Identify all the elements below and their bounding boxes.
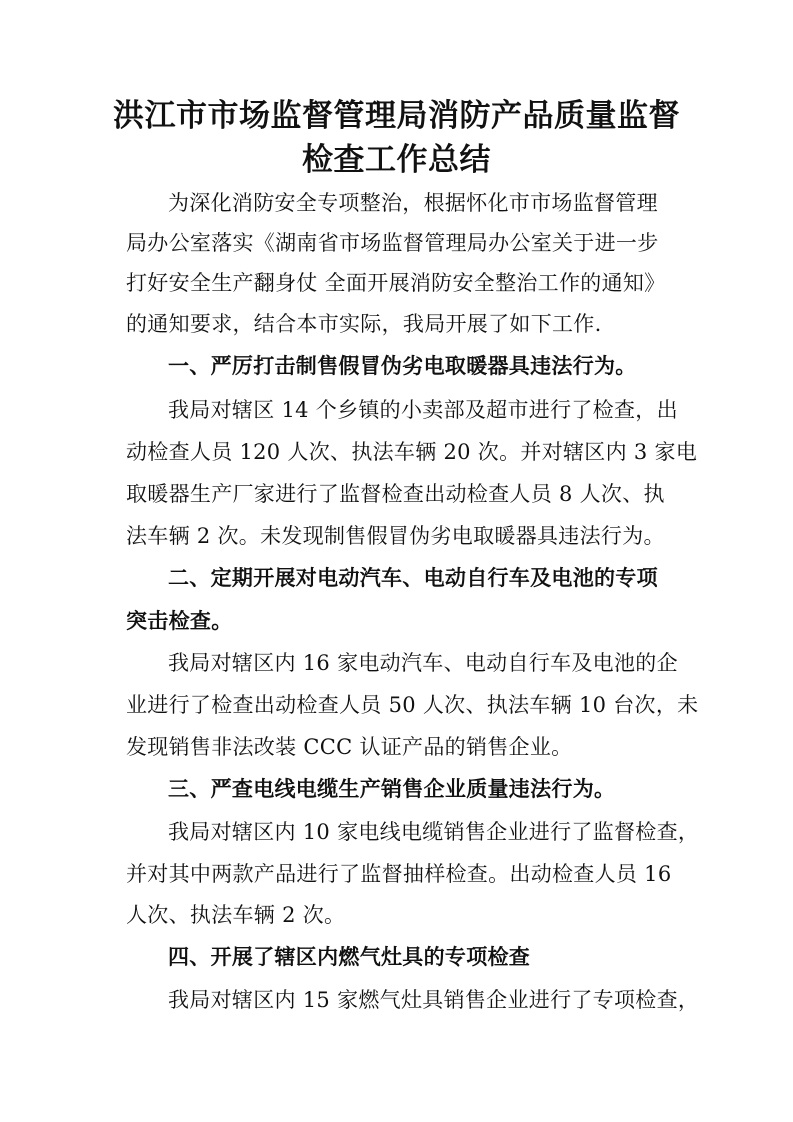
section-1-line-3: 取暖器生产厂家进行了监督检查出动检查人员 8 人次、执	[126, 482, 665, 506]
section-1-line-2: 动检查人员 120 人次、执法车辆 20 次。并对辖区内 3 家电	[126, 440, 698, 464]
section-3-line-1: 我局对辖区内 10 家电线电缆销售企业进行了监督检查，	[168, 820, 700, 844]
section-1-line-4: 法车辆 2 次。未发现制售假冒伪劣电取暖器具违法行为。	[126, 524, 665, 548]
intro-line-2: 局办公室落实《湖南省市场监督管理局办公室关于进一步	[126, 231, 659, 255]
section-2-line-2: 业进行了检查出动检查人员 50 人次、执法车辆 10 台次，未	[126, 693, 699, 717]
section-1-line-1: 我局对辖区 14 个乡镇的小卖部及超市进行了检查，出	[168, 398, 678, 422]
document-title-line-2: 检查工作总结	[302, 142, 491, 178]
section-2-line-3: 发现销售非法改装 CCC 认证产品的销售企业。	[126, 735, 573, 759]
section-3-heading: 三、严查电线电缆生产销售企业质量违法行为。	[168, 776, 616, 801]
document-title-line-1: 洪江市市场监督管理局消防产品质量监督	[113, 98, 680, 134]
intro-line-1: 为深化消防安全专项整治，根据怀化市市场监督管理	[168, 191, 658, 215]
intro-line-4: 的通知要求，结合本市实际，我局开展了如下工作.	[126, 312, 602, 336]
section-3-line-2: 并对其中两款产品进行了监督抽样检查。出动检查人员 16	[126, 862, 672, 886]
section-2-heading-line-1: 二、定期开展对电动汽车、电动自行车及电池的专项	[168, 565, 658, 590]
section-3-line-3: 人次、执法车辆 2 次。	[126, 903, 346, 927]
section-2-heading-line-2: 突击检查。	[126, 608, 233, 633]
section-4-line-1: 我局对辖区内 15 家燃气灶具销售企业进行了专项检查，	[168, 988, 700, 1012]
section-1-heading: 一、严厉打击制售假冒伪劣电取暖器具违法行为。	[168, 353, 637, 378]
section-4-heading: 四、开展了辖区内燃气灶具的专项检查	[168, 944, 531, 969]
section-2-line-1: 我局对辖区内 16 家电动汽车、电动自行车及电池的企	[168, 651, 678, 675]
intro-line-3: 打好安全生产翻身仗 全面开展消防安全整治工作的通知》	[126, 271, 666, 295]
